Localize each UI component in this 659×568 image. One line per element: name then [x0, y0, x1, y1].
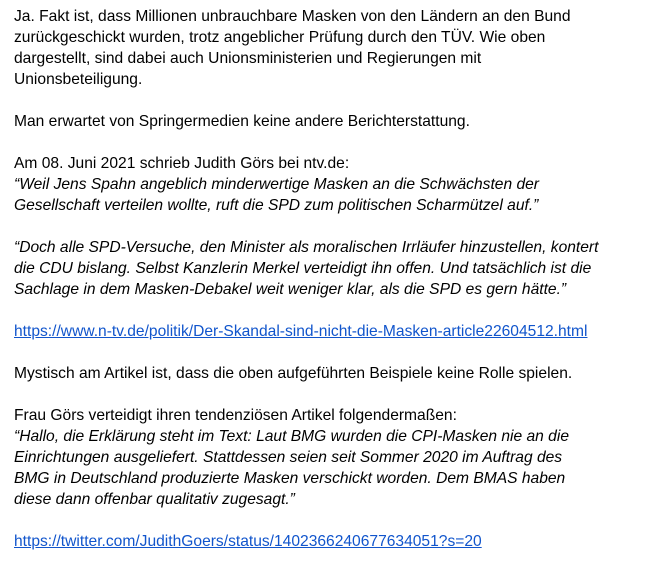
twitter-status-link[interactable]: https://twitter.com/JudithGoers/status/1402366240677634051?s=20 [14, 533, 482, 550]
paragraph-spacer [14, 132, 654, 153]
quote-line: diese dann offenbar qualitativ zugesagt.” [14, 491, 295, 508]
paragraph-spacer [14, 342, 654, 363]
paragraph-spacer [14, 300, 654, 321]
paragraph-twitter-link [14, 531, 654, 552]
paragraph-spacer [14, 90, 654, 111]
text-line: Frau Görs verteidigt ihren tendenziösen Artikel folgendermaßen: [14, 407, 457, 424]
ntv-article-link[interactable]: https://www.n-tv.de/politik/Der-Skandal-sind-nicht-die-Masken-article22604512.html [14, 323, 588, 340]
paragraph-intro [14, 6, 654, 90]
quote-line: BMG in Deutschland produzierte Masken verschickt worden. Dem BMAS haben [14, 470, 566, 487]
paragraph-spacer [14, 216, 654, 237]
text-line: Man erwartet von Springermedien keine andere Berichterstattung. [14, 113, 470, 130]
quote-line: die CDU bislang. Selbst Kanzlerin Merkel verteidigt ihn offen. Und tatsächlich ist die [14, 260, 592, 277]
paragraph-ntv-intro [14, 153, 654, 216]
text-line: dargestellt, sind dabei auch Unionsministerien und Regierungen mit [14, 50, 482, 67]
quote-line: Gesellschaft verteilen wollte, ruft die SPD zum politischen Scharmützel auf.” [14, 197, 539, 214]
paragraph-spacer [14, 510, 654, 531]
paragraph-goers-defense [14, 405, 654, 510]
paragraph-ntv-link [14, 321, 654, 342]
quote-line: “Weil Jens Spahn angeblich minderwertige Masken an die Schwächsten der [14, 176, 539, 193]
document-body [14, 6, 654, 552]
text-line: Ja. Fakt ist, dass Millionen unbrauchbare Masken von den Ländern an den Bund [14, 8, 571, 25]
quote-line: Sachlage in dem Masken-Debakel weit weniger klar, als die SPD es gern hätte.” [14, 281, 567, 298]
text-line: zurückgeschickt wurden, trotz angeblicher Prüfung durch den TÜV. Wie oben [14, 29, 546, 46]
paragraph-mystisch [14, 363, 654, 384]
paragraph-springer [14, 111, 654, 132]
quote-line: Einrichtungen ausgeliefert. Stattdessen seien seit Sommer 2020 im Auftrag des [14, 449, 563, 466]
text-line: Unionsbeteiligung. [14, 71, 143, 88]
text-line: Am 08. Juni 2021 schrieb Judith Görs bei ntv.de: [14, 155, 350, 172]
paragraph-spacer [14, 384, 654, 405]
quote-line: “Hallo, die Erklärung steht im Text: Laut BMG wurden die CPI-Masken nie an die [14, 428, 569, 445]
text-line: Mystisch am Artikel ist, dass die oben aufgeführten Beispiele keine Rolle spielen. [14, 365, 573, 382]
paragraph-quote-cdu [14, 237, 654, 300]
quote-line: “Doch alle SPD-Versuche, den Minister als moralischen Irrläufer hinzustellen, kontert [14, 239, 599, 256]
